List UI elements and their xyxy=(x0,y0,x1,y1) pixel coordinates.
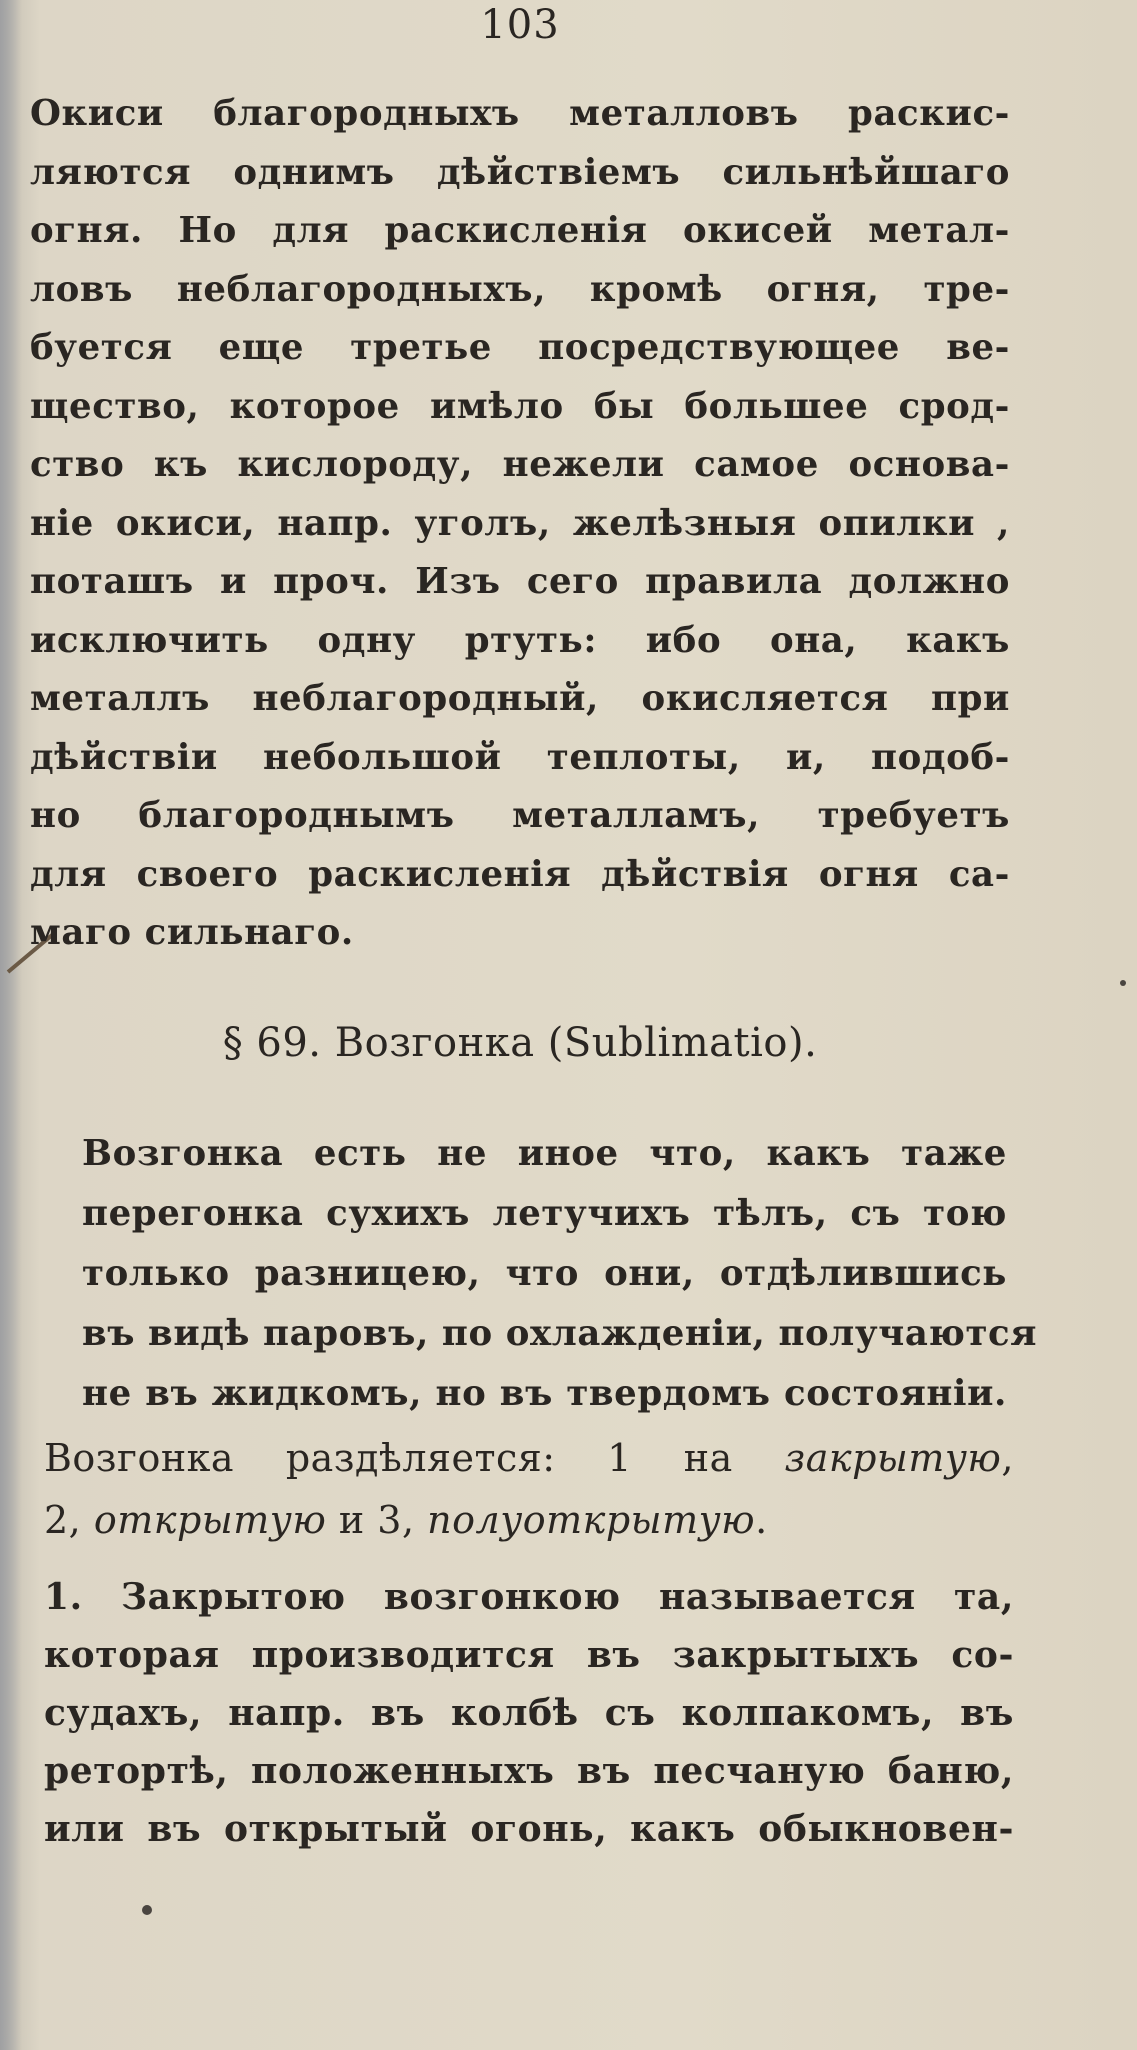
term-closed: закрытую xyxy=(784,1436,1002,1480)
text-line: въ видѣ паровъ, по охлажденіи, получаются xyxy=(82,1313,1038,1354)
text-line: ляются однимъ дѣйствіемъ сильнѣйшаго xyxy=(30,151,1010,193)
text-line: перегонка сухихъ летучихъ тѣлъ, съ тою xyxy=(82,1193,1007,1234)
text-fragment: 2, xyxy=(44,1498,82,1542)
text-line: ніе окиси, напр. уголъ, желѣзныя опилки , xyxy=(30,502,1010,544)
text-line: ство къ кислороду, нежели самое основа- xyxy=(30,444,1010,485)
text-line xyxy=(44,1489,1014,1551)
text-fragment: Возгонка раздѣляется: 1 на xyxy=(44,1436,733,1480)
paragraph-2 xyxy=(82,1124,1038,1424)
paragraph-1 xyxy=(30,85,1010,963)
section-heading: § 69. Возгонка (Sublimatio). xyxy=(222,1020,818,1066)
text-line: которая производится въ закрытыхъ со- xyxy=(44,1634,1014,1676)
punctuation: , xyxy=(1001,1436,1014,1480)
text-line: Возгонка есть не иное что, какъ таже xyxy=(82,1133,1007,1174)
ink-speck xyxy=(142,1905,152,1915)
ink-speck xyxy=(1120,980,1126,986)
text-line: Окиси благородныхъ металловъ раскис- xyxy=(30,93,1010,134)
text-line: ретортѣ, положенныхъ въ песчаную баню, xyxy=(44,1750,1014,1792)
text-line: буется еще третье посредствующее ве- xyxy=(30,327,1010,368)
text-line xyxy=(44,1427,1014,1489)
text-line: щество, которое имѣло бы большее срод- xyxy=(30,385,1010,427)
text-line: или въ открытый огонь, какъ обыкновен- xyxy=(44,1808,1014,1850)
text-line: не въ жидкомъ, но въ твердомъ состояніи. xyxy=(82,1373,1007,1414)
paragraph-3 xyxy=(44,1427,1014,1551)
text-line: огня. Но для раскисленія окисей метал- xyxy=(30,210,1010,251)
text-line: но благороднымъ металламъ, требуетъ xyxy=(30,795,1010,836)
text-line: дѣйствіи небольшой теплоты, и, подоб- xyxy=(30,736,1010,778)
page-number: 103 xyxy=(480,2,560,48)
text-line: ловъ неблагородныхъ, кромѣ огня, тре- xyxy=(30,268,1010,310)
text-line: маго сильнаго. xyxy=(30,912,354,953)
term-half-open: полуоткрытую xyxy=(427,1498,756,1542)
text-line: металлъ неблагородный, окисляется при xyxy=(30,678,1010,719)
text-line: исключить одну ртуть: ибо она, какъ xyxy=(30,619,1010,661)
text-line: 1. Закрытою возгонкою называется та, xyxy=(44,1576,1014,1618)
term-open: открытую xyxy=(93,1498,327,1542)
paragraph-4 xyxy=(44,1568,1014,1858)
text-line: только разницею, что они, отдѣлившись xyxy=(82,1253,1007,1294)
punctuation: . xyxy=(755,1498,768,1542)
text-line: для своего раскисленія дѣйствія огня са- xyxy=(30,853,1010,895)
text-fragment: и 3, xyxy=(338,1498,415,1542)
text-line: поташъ и проч. Изъ сего правила должно xyxy=(30,561,1010,602)
text-line: судахъ, напр. въ колбѣ съ колпакомъ, въ xyxy=(44,1692,1014,1734)
